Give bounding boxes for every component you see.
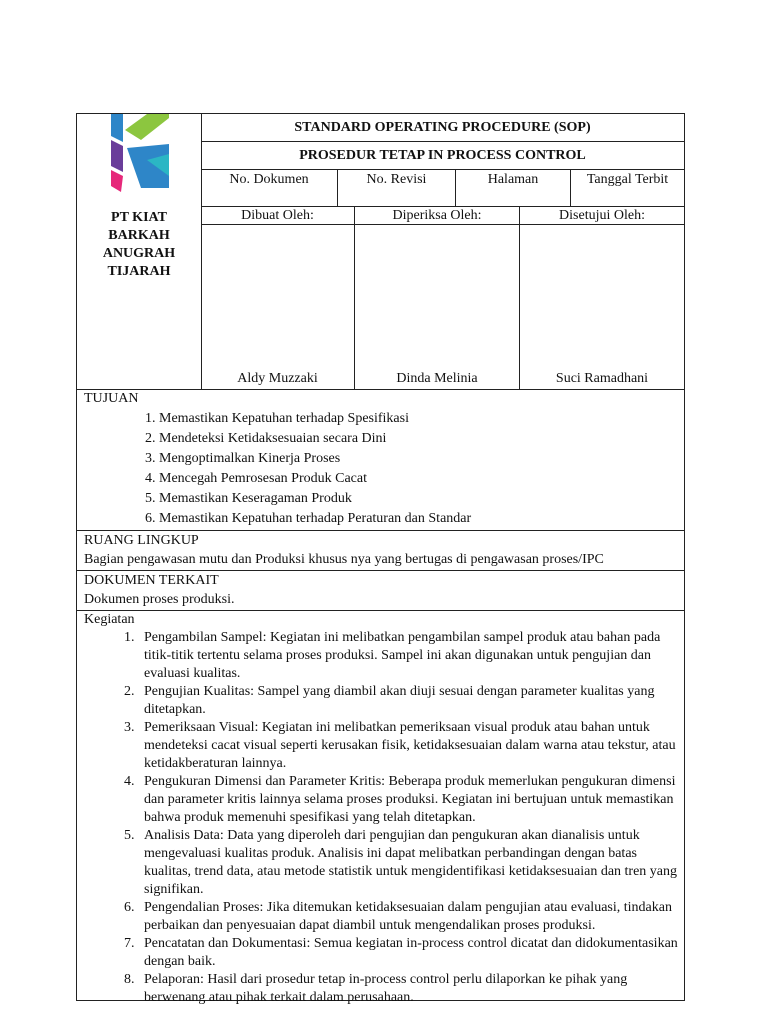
signature-box-maker xyxy=(201,225,354,389)
list-item: 8. Pelaporan: Hasil dari prosedur tetap in-process control perlu dilaporkan ke pihak yang berwenang atau pihak terkait dalam perusahaan. xyxy=(138,971,678,1007)
company-name-line: ANUGRAH xyxy=(102,246,176,261)
sop-document xyxy=(76,113,685,1005)
list-item: 4. Pengukuran Dimensi dan Parameter Kritis: Beberapa produk memerlukan pengukuran dimensi dan parameter kritis lainnya selama proses produksi. Kegiatan ini bertujuan untuk memastikan bahwa produk memenuhi spesifikasi yang telah ditetapkan. xyxy=(138,773,678,827)
made-by-label: Dibuat Oleh: xyxy=(241,208,314,223)
sop-header xyxy=(77,114,684,390)
company-name xyxy=(77,209,201,281)
section-title: DOKUMEN TERKAIT xyxy=(84,573,219,588)
checker-name: Dinda Melinia xyxy=(396,371,478,386)
section-title: Kegiatan xyxy=(84,612,135,627)
list-item: 7. Pencatatan dan Dokumentasi: Semua kegiatan in-process control dicatat dan didokumentasikan dengan baik. xyxy=(138,935,678,971)
company-cell xyxy=(77,114,202,389)
checked-by-label: Diperiksa Oleh: xyxy=(354,207,519,224)
sop-subtitle: PROSEDUR TETAP IN PROCESS CONTROL xyxy=(201,142,684,170)
list-item: 6. Pengendalian Proses: Jika ditemukan ketidaksesuaian dalam pengujian atau evaluasi, tindakan perbaikan dan penyesuaian dapat diambil untuk mengendalikan proses produksi. xyxy=(138,899,678,935)
sop-title: STANDARD OPERATING PROCEDURE (SOP) xyxy=(201,114,684,142)
tujuan-section xyxy=(77,389,684,531)
approver-name: Suci Ramadhani xyxy=(555,371,649,386)
list-item: 6. Memastikan Kepatuhan terhadap Peraturan dan Standar xyxy=(159,509,684,529)
company-logo-icon xyxy=(107,114,173,194)
approved-by-label: Disetujui Oleh: xyxy=(519,207,684,224)
list-item: 2. Pengujian Kualitas: Sampel yang diambil akan diuji sesuai dengan parameter kualitas yang ditetapkan. xyxy=(138,683,678,719)
kegiatan-list xyxy=(84,629,678,1007)
tujuan-list xyxy=(84,409,684,529)
ruang-lingkup-section xyxy=(77,531,684,571)
company-name-line: PT KIAT xyxy=(111,210,167,225)
section-title: RUANG LINGKUP xyxy=(84,533,199,548)
list-item: 1. Memastikan Kepatuhan terhadap Spesifikasi xyxy=(159,409,684,429)
section-text: Bagian pengawasan mutu dan Produksi khusus nya yang bertugas di pengawasan proses/IPC xyxy=(84,552,604,567)
section-title: TUJUAN xyxy=(84,391,139,406)
list-item: 5. Analisis Data: Data yang diperoleh dari pengujian dan pengukuran akan dianalisis untuk mengevaluasi kualitas produk. Analisis ini dapat melibatkan perbandingan dengan batas kualitas, trend data, atau metode statistik untuk mengidentifikasi ketidaksesuaian dan tren yang signifikan. xyxy=(138,827,678,899)
signature-box-approver xyxy=(519,225,684,389)
company-name-line: BARKAH xyxy=(108,228,170,243)
company-name-line: TIJARAH xyxy=(107,264,171,279)
kegiatan-section xyxy=(77,611,684,1005)
signature-box-checker xyxy=(354,225,519,389)
list-item: 2. Mendeteksi Ketidaksesuaian secara Dini xyxy=(159,429,684,449)
signature-row xyxy=(201,225,684,389)
list-item: 3. Mengoptimalkan Kinerja Proses xyxy=(159,449,684,469)
revision-label: No. Revisi xyxy=(337,170,455,206)
doc-number-label: No. Dokumen xyxy=(229,172,309,187)
list-item: 1. Pengambilan Sampel: Kegiatan ini melibatkan pengambilan sampel produk atau bahan pada titik-titik tertentu selama proses produksi. Sampel ini akan digunakan untuk pengujian dan evaluasi kualitas. xyxy=(138,629,678,683)
list-item: 5. Memastikan Keseragaman Produk xyxy=(159,489,684,509)
doc-fields-row xyxy=(201,170,684,207)
approval-labels-row xyxy=(201,207,684,225)
page-label: Halaman xyxy=(455,170,570,206)
issue-date-label: Tanggal Terbit xyxy=(570,170,684,206)
list-item: 4. Mencegah Pemrosesan Produk Cacat xyxy=(159,469,684,489)
section-text: Dokumen proses produksi. xyxy=(84,592,235,607)
maker-name: Aldy Muzzaki xyxy=(237,371,318,386)
list-item: 3. Pemeriksaan Visual: Kegiatan ini melibatkan pemeriksaan visual produk atau bahan untuk mendeteksi cacat visual seperti kerusakan fisik, ketidaksesuaian dalam warna atau tekstur, atau ketidakberaturan lainnya. xyxy=(138,719,678,773)
dokumen-terkait-section xyxy=(77,571,684,611)
